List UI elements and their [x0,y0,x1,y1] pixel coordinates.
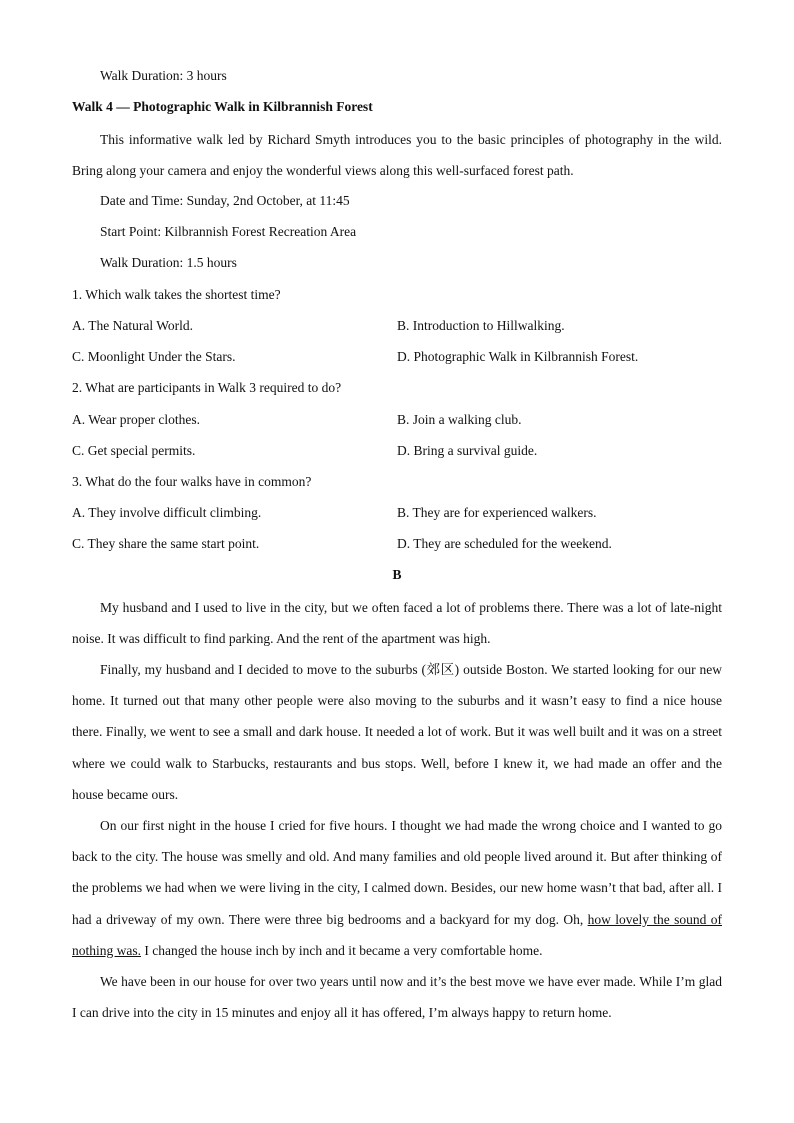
underlined-phrase: how lovely the sound of nothing was. [72,911,722,958]
q2-option-d: D. Bring a survival guide. [397,443,538,458]
q3-option-c: C. They share the same start point. [72,536,260,551]
q1-option-a: A. The Natural World. [72,318,194,333]
section-b-paragraph-1: My husband and I used to live in the city, but we often faced a lot of problems there. There was a lot of late-night noise. It was difficult to find parking. And the rent of the apartment was high. [72,600,722,647]
section-b-paragraph-2: Finally, my husband and I decided to move to the suburbs (郊区) outside Boston. We started looking for our new home. It turned out that many other people were also moving to the suburbs and it wasn’t easy to find a nice house there. Finally, we went to see a small and dark house. It needed a lot of work. But it was well built and it was on a street where we could walk to Starbucks, restaurants and bus stops. Well, before I knew it, we had made an offer and the house became ours. [72,662,722,802]
q3-option-d: D. They are scheduled for the weekend. [397,536,612,551]
q3-option-a: A. They involve difficult climbing. [72,505,262,520]
walk4-description: This informative walk led by Richard Smyth introduces you to the basic principles of photography in the wild. Bring along your camera and enjoy the wonderful views along this well-surfaced forest path. [72,132,722,179]
walk3-duration: Walk Duration: 3 hours [100,68,227,83]
q2-option-c: C. Get special permits. [72,443,196,458]
walk4-title: Walk 4 — Photographic Walk in Kilbrannish Forest [72,99,373,114]
q2-option-a: A. Wear proper clothes. [72,412,200,427]
question-3: 3. What do the four walks have in common? [72,474,312,489]
question-1: 1. Which walk takes the shortest time? [72,287,281,302]
walk4-start: Start Point: Kilbrannish Forest Recreation Area [100,224,357,239]
paragraph-3-text-end: I changed the house inch by inch and it became a very comfortable home. [141,942,543,958]
q3-option-b: B. They are for experienced walkers. [397,505,597,520]
q2-option-b: B. Join a walking club. [397,412,522,427]
question-2: 2. What are participants in Walk 3 required to do? [72,380,342,395]
section-b-paragraph-3 [72,810,722,966]
q1-option-c: C. Moonlight Under the Stars. [72,349,236,364]
q1-option-d: D. Photographic Walk in Kilbrannish Forest. [397,349,639,364]
section-b-heading: B [392,567,402,582]
section-b-paragraph-4: We have been in our house for over two years until now and it’s the best move we have ever made. While I’m glad I can drive into the city in 15 minutes and enjoy all it has offered, I’m always happy to return home. [72,974,722,1021]
q1-option-b: B. Introduction to Hillwalking. [397,318,565,333]
paragraph-3-text-start: On our first night in the house I cried for five hours. I thought we had made the wrong choice and I wanted to go back to the city. The house was smelly and old. And many families and old people lived around it. But after thinking of the problems we had when we were living in the city, I calmed down. Besides, our new home wasn’t that bad, after all. I had a driveway of my own. There were three big bedrooms and a backyard for my dog. Oh, [72,818,722,927]
walk4-date: Date and Time: Sunday, 2nd October, at 11:45 [100,193,350,208]
walk4-duration: Walk Duration: 1.5 hours [100,255,237,270]
